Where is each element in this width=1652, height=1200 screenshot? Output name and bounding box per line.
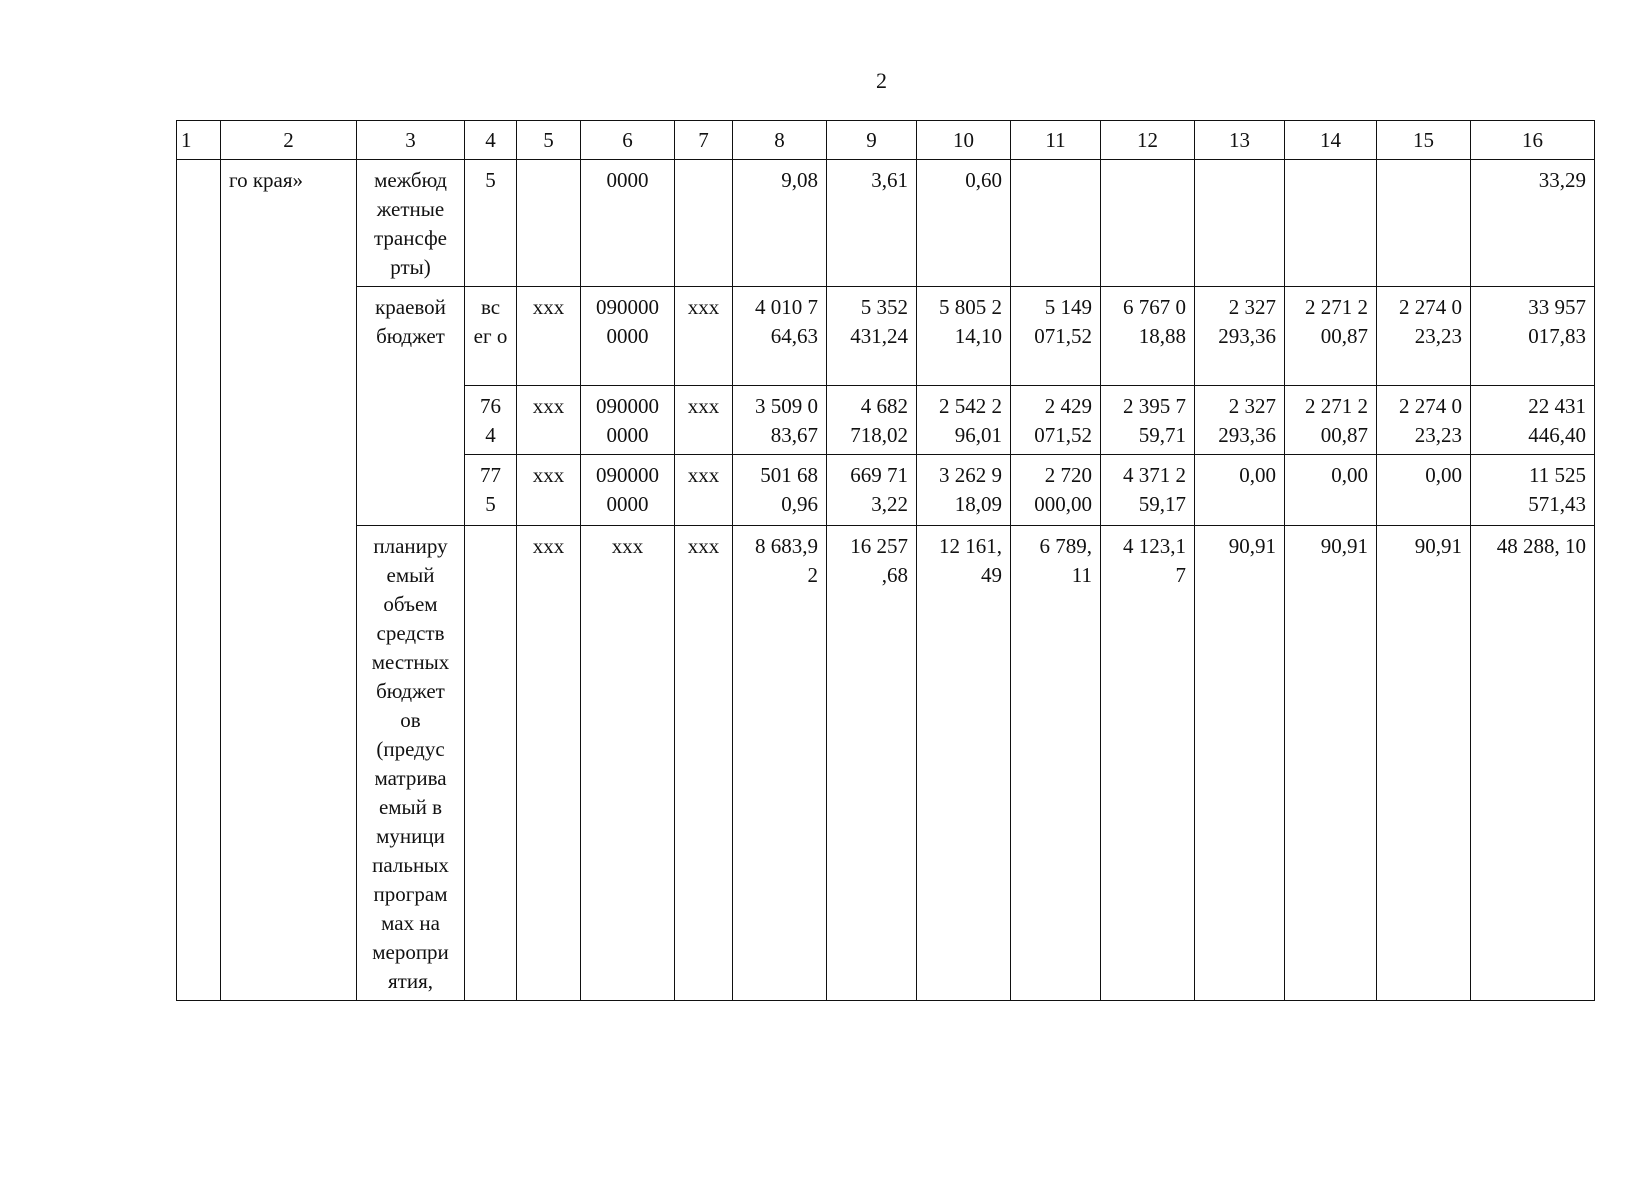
cell-c14: 2 271 2 00,87 [1285,386,1377,455]
col1-cell [177,160,221,1001]
cell-c9: 5 352 431,24 [827,287,917,386]
cell-c12: 2 395 7 59,71 [1101,386,1195,455]
cell-c9: 16 257 ,68 [827,526,917,1001]
cell-c11 [1011,160,1101,287]
cell-c6: 090000 0000 [581,287,675,386]
cell-c12: 4 371 2 59,17 [1101,455,1195,526]
cell-c8: 9,08 [733,160,827,287]
header-cell: 9 [827,121,917,160]
header-cell: 12 [1101,121,1195,160]
cell-c5: ххх [517,386,581,455]
header-cell: 7 [675,121,733,160]
budget-table [176,120,1595,1001]
cell-c11: 2 720 000,00 [1011,455,1101,526]
header-cell: 1 [177,121,221,160]
cell-c13: 2 327 293,36 [1195,287,1285,386]
cell-c4: 76 4 [465,386,517,455]
cell-c4: вс ег о [465,287,517,386]
cell-c16: 22 431 446,40 [1471,386,1595,455]
cell-c11: 2 429 071,52 [1011,386,1101,455]
source-label-cell: межбюд жетные трансфе рты) [357,160,465,287]
cell-c13 [1195,160,1285,287]
cell-c6: 090000 0000 [581,455,675,526]
cell-c11: 6 789, 11 [1011,526,1101,1001]
header-cell: 16 [1471,121,1595,160]
cell-c8: 8 683,9 2 [733,526,827,1001]
header-cell: 11 [1011,121,1101,160]
page-number: 2 [876,68,887,93]
cell-c6: 090000 0000 [581,386,675,455]
header-cell: 6 [581,121,675,160]
header-cell: 2 [221,121,357,160]
header-cell: 8 [733,121,827,160]
cell-c11: 5 149 071,52 [1011,287,1101,386]
cell-c6: 0000 [581,160,675,287]
cell-c4: 5 [465,160,517,287]
table-row-transfers [177,160,1595,287]
cell-c15: 2 274 0 23,23 [1377,386,1471,455]
cell-c14: 2 271 2 00,87 [1285,287,1377,386]
cell-c6: ххх [581,526,675,1001]
cell-c9: 3,61 [827,160,917,287]
cell-c9: 4 682 718,02 [827,386,917,455]
cell-c16: 33 957 017,83 [1471,287,1595,386]
cell-c8: 3 509 0 83,67 [733,386,827,455]
cell-c10: 3 262 9 18,09 [917,455,1011,526]
cell-c8: 501 68 0,96 [733,455,827,526]
cell-c12: 4 123,1 7 [1101,526,1195,1001]
cell-c15 [1377,160,1471,287]
cell-c4 [465,526,517,1001]
source-label-cell: краевой бюджет [357,287,465,526]
cell-c8: 4 010 7 64,63 [733,287,827,386]
cell-c14: 90,91 [1285,526,1377,1001]
cell-c10: 5 805 2 14,10 [917,287,1011,386]
cell-c12 [1101,160,1195,287]
cell-c13: 2 327 293,36 [1195,386,1285,455]
header-cell: 3 [357,121,465,160]
cell-c5: ххх [517,287,581,386]
header-cell: 10 [917,121,1011,160]
source-label-cell: планиру емый объем средств местных бюджет ов (предус матрива емый в муници пальных програм мах на меропри ятия, [357,526,465,1001]
header-cell: 14 [1285,121,1377,160]
cell-c16: 48 288, 10 [1471,526,1595,1001]
cell-c16: 11 525 571,43 [1471,455,1595,526]
cell-c10: 12 161, 49 [917,526,1011,1001]
cell-c7: ххх [675,526,733,1001]
header-cell: 13 [1195,121,1285,160]
cell-c4: 77 5 [465,455,517,526]
cell-c15: 90,91 [1377,526,1471,1001]
cell-c9: 669 71 3,22 [827,455,917,526]
table-row-total [177,287,1595,386]
cell-c15: 2 274 0 23,23 [1377,287,1471,386]
cell-c7: ххх [675,287,733,386]
cell-c5: ххх [517,455,581,526]
cell-c7 [675,160,733,287]
header-cell: 4 [465,121,517,160]
header-cell: 5 [517,121,581,160]
cell-c15: 0,00 [1377,455,1471,526]
cell-c14 [1285,160,1377,287]
cell-c13: 90,91 [1195,526,1285,1001]
cell-c13: 0,00 [1195,455,1285,526]
cell-c14: 0,00 [1285,455,1377,526]
table-row-local [177,526,1595,1001]
cell-c12: 6 767 0 18,88 [1101,287,1195,386]
header-row [177,121,1595,160]
cell-c5: ххх [517,526,581,1001]
cell-c7: ххх [675,455,733,526]
cell-c7: ххх [675,386,733,455]
cell-c10: 0,60 [917,160,1011,287]
cell-c16: 33,29 [1471,160,1595,287]
cell-c5 [517,160,581,287]
header-cell: 15 [1377,121,1471,160]
program-name-cell: го края» [221,160,357,1001]
cell-c10: 2 542 2 96,01 [917,386,1011,455]
